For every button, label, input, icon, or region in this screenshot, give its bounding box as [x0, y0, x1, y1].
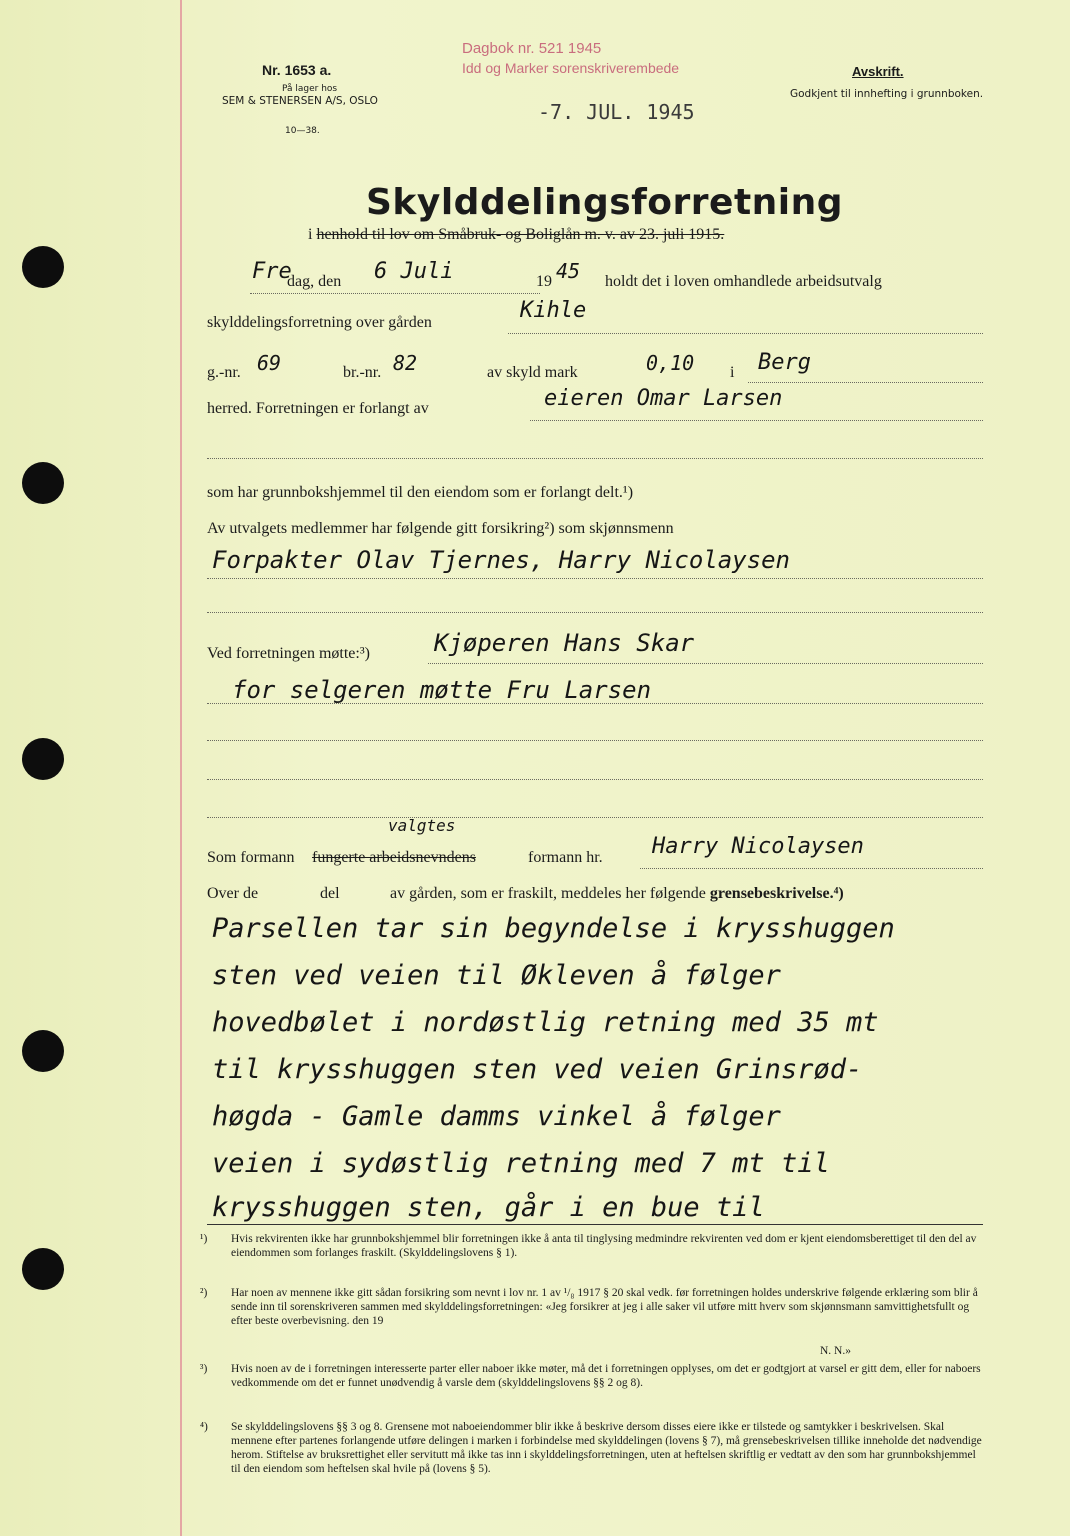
footnote-1 [200, 1232, 987, 1260]
footnote-divider [207, 1224, 983, 1225]
over-de-label: Over de [207, 885, 259, 902]
document-title: Skylddelingsforretning [366, 182, 844, 223]
punch-hole [22, 1248, 64, 1290]
i-label: i [730, 364, 735, 381]
members-text: Av utvalgets medlemmer har følgende gitt forsikring²) som skjønnsmenn [207, 520, 674, 537]
herred-hand: Berg [758, 350, 811, 375]
blank-line [207, 779, 983, 780]
boundary-line-4: til krysshuggen sten ved veien Grinsrød- [212, 1054, 863, 1085]
farm-label: skylddelingsforretning over gården [207, 314, 432, 331]
publisher: SEM & STENERSEN A/S, OSLO [222, 95, 378, 107]
year-hand: 45 [556, 259, 581, 283]
attend-label: Ved forretningen møtte:³) [207, 645, 370, 662]
chair-line [640, 868, 983, 869]
attend-line-2 [207, 703, 983, 704]
boundary-heading: grensebeskrivelse.⁴) [709, 885, 844, 902]
boundary-line-7: krysshuggen sten, går i en bue til [212, 1192, 765, 1223]
chair-struck: fungerte arbeidsnevndens [312, 849, 476, 866]
punch-hole [22, 246, 64, 288]
footnote-number: ⁴) [200, 1421, 208, 1433]
date-stamp: -7. JUL. 1945 [538, 100, 695, 124]
footnote-text: Hvis noen av de i forretningen interesserte parter eller naboer ikke møter, må det i forretningen opplyses, om det er godtgjort at varsel er gitt dem, eller for naboers vedkommende om det er funnet unødvendig å varsle dem (skylddelingslovens §§ 2 og 8). [231, 1363, 981, 1389]
edition: 10—38. [285, 126, 320, 136]
boundary-line-2: sten ved veien til Økleven å følger [212, 960, 781, 991]
copy-note: Godkjent til innhefting i grunnboken. [790, 88, 984, 100]
members-hand: Forpakter Olav Tjernes, Harry Nicolaysen [212, 546, 790, 574]
attend-hand-1: Kjøperen Hans Skar [434, 629, 695, 657]
footnote-text: Se skylddelingslovens §§ 3 og 8. Grensene mot naboeiendommer blir ikke å beskrive dersom disses eiere ikke er tilstede og samtykker i beskrivelsen. Skal mennene efter partenes forlangende utføre delingen i marken i forbindelse med skylddelingen (lovens § 7), må grensebeskrivelsen tillike inneholde det nødvendige herom. Stiftelse av bruksrettighet eller servitutt må ikke tas inn i skylddelingsforretningen, uten at heftelsen skriftlig er vedtatt av den som har grunnbokshjemmel til den eiendom som heftelsen skal hvile på (lovens § 5). [231, 1421, 982, 1475]
chair-label-2: formann hr. [528, 849, 603, 866]
boundary-line-3: hovedbølet i nordøstlig retning med 35 mt [212, 1007, 879, 1038]
chair-hand: Harry Nicolaysen [652, 834, 864, 859]
attend-line-1 [428, 663, 983, 664]
footnote-4 [200, 1420, 987, 1476]
punch-hole [22, 462, 64, 504]
footnote-text: Hvis rekvirenten ikke har grunnbokshjemmel blir forretningen ikke å anta til tinglysing medmindre rekvirenten ved dom er kjent eiendomsberettiget til den del av eiendommen som forlanges fraskilt. (Skylddelingslovens § 1). [231, 1233, 977, 1259]
bnr-hand: 82 [393, 351, 418, 375]
bnr-label: br.-nr. [343, 364, 382, 381]
punch-hole [22, 1030, 64, 1072]
gnr-label: g.-nr. [207, 364, 241, 381]
footnote-number: ²) [200, 1287, 208, 1299]
boundary-line-6: veien i sydøstlig retning med 7 mt til [212, 1148, 830, 1179]
gnr-hand: 69 [257, 351, 282, 375]
boundary-line-5: høgda - Gamle damms vinkel å følger [212, 1101, 781, 1132]
del-label: del [320, 885, 340, 902]
copy-label: Avskrift. [852, 64, 904, 79]
subtitle-prefix: i [308, 226, 313, 243]
blank-line [207, 817, 983, 818]
skyld-label: av skyld mark [487, 364, 578, 381]
herred-line [748, 382, 983, 383]
herred-label: herred. Forretningen er forlangt av [207, 400, 429, 417]
diary-stamp: Dagbok nr. 521 1945 [462, 40, 602, 57]
farm-hand: Kihle [520, 298, 587, 323]
margin-rule [180, 0, 182, 1536]
punch-hole [22, 738, 64, 780]
farm-line [508, 333, 983, 334]
members-line [207, 578, 983, 579]
subtitle-struck: henhold til lov om Småbruk- og Boliglån m. v. av 23. juli 1915. [316, 226, 725, 243]
date-hand: 6 Juli [374, 259, 454, 284]
boundary-text [390, 885, 844, 903]
footnote-signature [820, 1344, 920, 1358]
footnote-number: ³) [200, 1363, 208, 1375]
court-stamp: Idd og Marker sorenskriverembede [462, 60, 680, 76]
footnote-3 [200, 1362, 987, 1390]
requester-line [530, 420, 983, 421]
footnote-text: Har noen av mennene ikke gitt sådan forsikring som nevnt i lov nr. 1 av ¹/₈ 1917 § 20 skal vedk. før forretningen holdes underskrive følgende erklæring som blir å sende inn til sorenskriveren sammen med skylddelingsforretningen: «Jeg forsikrer at jeg i alle saker vil utføre mitt hverv som skjønnsmann samvittighetsfullt og efter beste overbevisning. den 19 [231, 1287, 978, 1327]
form-number: Nr. 1653 a. [262, 62, 332, 78]
footnote-2 [200, 1286, 987, 1328]
chair-label: Som formann [207, 849, 295, 866]
skyld-hand: 0,10 [646, 351, 695, 375]
blank-line [207, 612, 983, 613]
hjemmel-text: som har grunnbokshjemmel til den eiendom som er forlangt delt.¹) [207, 484, 634, 501]
held-text: holdt det i loven omhandlede arbeidsutvalg [605, 273, 882, 290]
dag-den-label: dag, den [287, 273, 342, 290]
footnote-text: N. N.» [820, 1345, 851, 1357]
year-print: 19 [536, 273, 552, 290]
day-hand: Fre [252, 259, 292, 284]
publisher-note: På lager hos [282, 84, 338, 94]
blank-line [207, 458, 983, 459]
footnote-number: ¹) [200, 1233, 208, 1245]
date-line [250, 293, 540, 294]
attend-hand-2: for selgeren møtte Fru Larsen [232, 676, 652, 704]
boundary-intro: av gården, som er fraskilt, meddeles her følgende [390, 885, 706, 902]
chair-inserted: valgtes [388, 816, 456, 835]
boundary-line-1: Parsellen tar sin begyndelse i krysshuggen [212, 913, 895, 944]
requester-hand: eieren Omar Larsen [544, 386, 783, 411]
subtitle [308, 226, 724, 244]
blank-line [207, 740, 983, 741]
